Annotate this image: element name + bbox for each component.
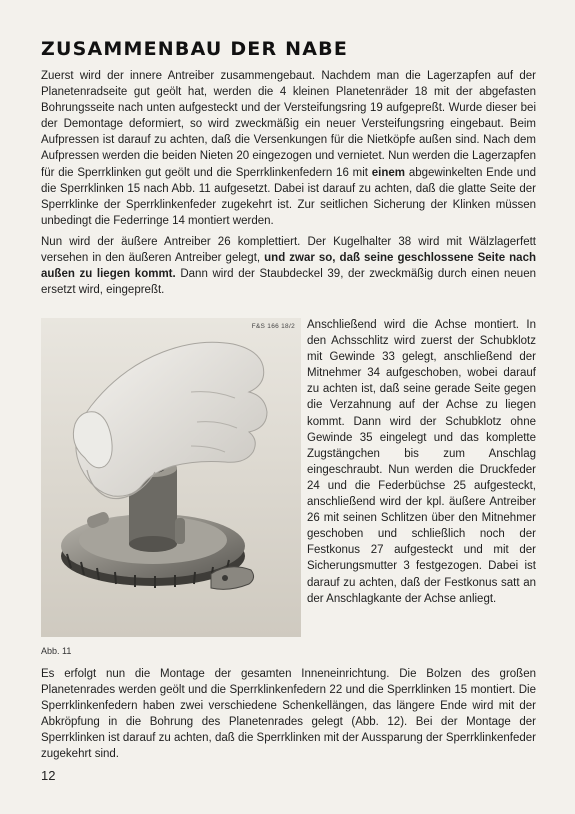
figure-caption: Abb. 11: [41, 646, 72, 656]
paragraph-inner-driver: [41, 68, 536, 229]
paragraph-text: Dann wird der Staubdeckel 39, der zweckmäßig durch einen neuen ersetzt wird, eingepreßt.: [41, 268, 536, 297]
paragraph-text: Zuerst wird der innere Antreiber zusammengebaut. Nachdem man die Lagerzapfen auf der Planetenradseite gut geölt hat, werden die 4 kleinen Planetenräder 18 mit der abgefasten Bohrungsseite nach unten aufgesteckt und der Versteifungsring 19 aufgepreßt. Wurde dieser bei der Demontage deformiert, so wird zweckmäßig ein neuer Versteifungsring eingebaut. Beim Aufpressen ist darauf zu achten, daß die Versenkungen für die Nietköpfe außen sind. Nach dem Aufpressen werden die beiden Nieten 20 eingezogen und vernietet. Nun werden die Lagerzapfen für die Sperrklinken gut geölt und die Sperrklinkenfedern 16 mit: [41, 70, 536, 179]
paragraph-text: Nun wird der äußere Antreiber 26 komplettiert. Der Kugelhalter 38 wird mit Wälzlagerfett versehen in den äußeren Antreiber gelegt,: [41, 236, 536, 265]
paragraph-outer-driver: [41, 234, 536, 298]
emphasis-text: einem: [371, 166, 406, 179]
paragraph-axle-assembly: Anschließend wird die Achse montiert. In den Achsschlitz wird zuerst der Schubklotz mit Gewinde 33 gelegt, anschließend der Mitnehmer 34 aufgeschoben, wobei darauf zu achten ist, daß seine gerade Seite gegen die Verzahnung auf der Achse zu liegen kommt. Dann wird der Schubklotz ohne Gewinde 35 eingelegt und das komplette Zugstängchen bis zum Anschlag eingeschraubt. Nun werden die Druckfeder 24 und die Federbüchse 25 aufgesteckt, anschließend wird der kpl. äußere Antreiber 26 mit seinen Schlitzen über den Mitnehmer geschoben und schließlich noch der Festkonus 27 aufgesteckt und mit der Sicherungsmutter 3 festgezogen. Dabei ist darauf zu achten, daß der Festkonus satt an der Anschlagkante der Achse anliegt.: [307, 319, 536, 605]
photo-figure-11: [41, 318, 301, 637]
paragraph-text: abgewinkelten Ende und die Sperrklinken 15 nach Abb. 11 aufgesetzt. Dabei ist darauf zu achten, daß die glatte Seite der Sperrklinke der Sperrklinkenfeder zugekehrt ist. Zur seitlichen Sicherung der Klinken müssen unbedingt die Federringe 14 montiert werden.: [41, 166, 536, 227]
photo-reference-code: F&S 166 18/2: [251, 323, 295, 330]
paragraph-inner-mechanism: Es erfolgt nun die Montage der gesamten Inneneinrichtung. Die Bolzen des großen Planetenrades werden geölt und die Sperrklinkenfedern 22 und die Sperrklinken 15 montiert. Die Sperrklinkenfedern haben zwei verschiedene Schenkellängen, das längere Ende wird mit der Abkröpfung in die Bohrung des Planetenrades gelegt (Abb. 12). Bei der Montage der Sperrklinken ist darauf zu achten, daß die Sperrklinken mit der Aussparung der Sperrklinkenfeder zugekehrt sind.: [41, 668, 536, 761]
section-title: ZUSAMMENBAU DER NABE: [41, 38, 348, 60]
emphasis-text: und zwar so, daß seine geschlossene Seite nach außen zu liegen kommt.: [41, 252, 536, 281]
page-number: 12: [41, 768, 56, 783]
hand-with-hub-photo: [41, 318, 301, 637]
